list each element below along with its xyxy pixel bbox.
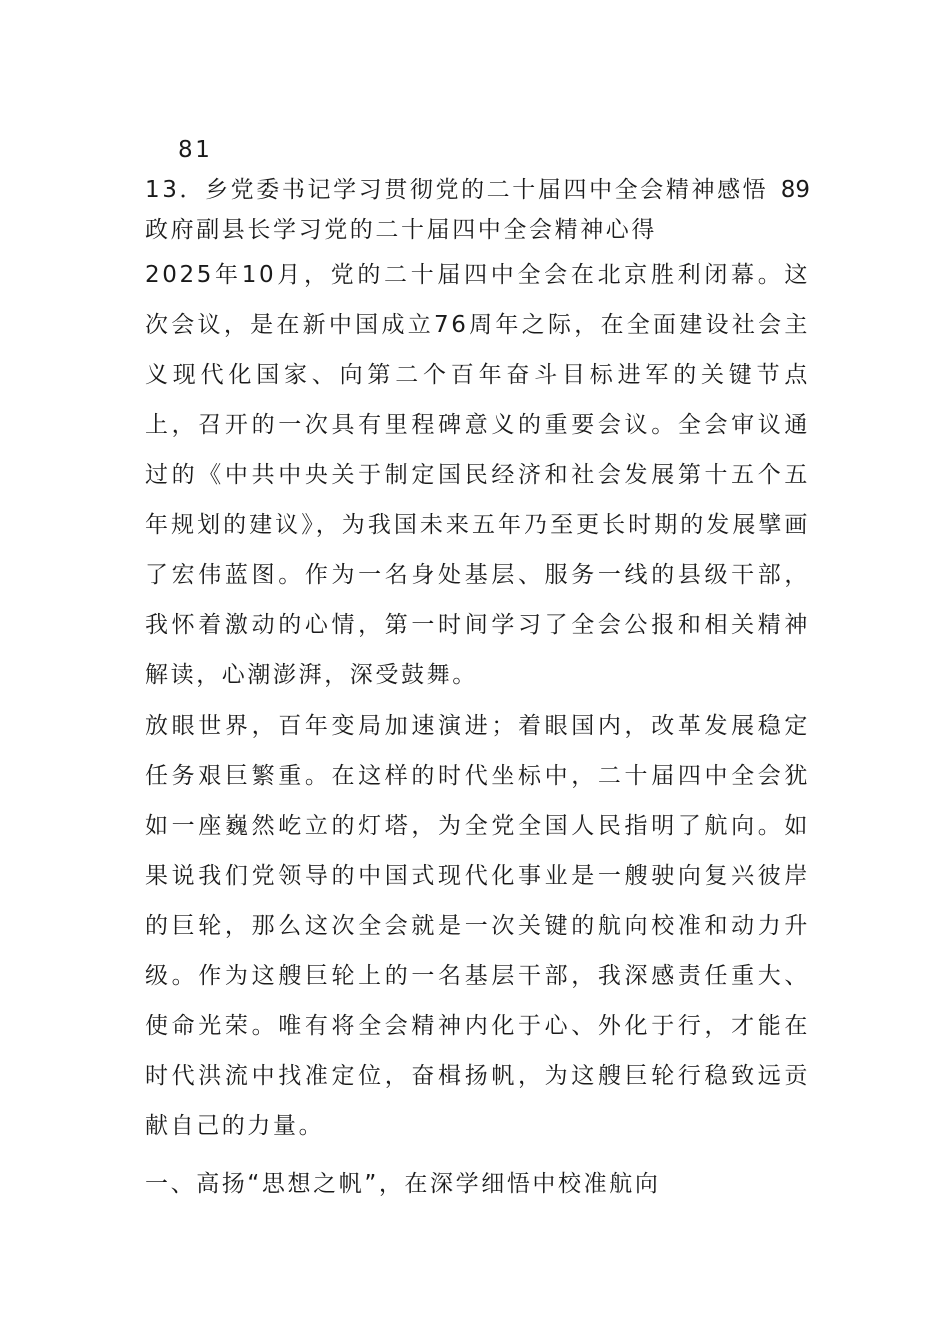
- section-heading: 一、高扬“思想之帆”，在深学细悟中校准航向: [145, 1171, 661, 1197]
- document-body: [145, 130, 810, 1209]
- toc-entry-text: 13．乡党委书记学习贯彻党的二十届四中全会精神感悟: [145, 177, 769, 203]
- page-number: 81: [178, 137, 213, 163]
- toc-entry: [145, 170, 810, 210]
- article-title: 政府副县长学习党的二十届四中全会精神心得: [145, 217, 657, 243]
- paragraph-1: 2025年10月，党的二十届四中全会在北京胜利闭幕。这次会议，是在新中国成立76周年之际，在全面建设社会主义现代化国家、向第二个百年奋斗目标进军的关键节点上，召开的一次具有里程碑意义的重要会议。全会审议通过的《中共中央关于制定国民经济和社会发展第十五个五年规划的建议》，为我国未来五年乃至更长时期的发展擘画了宏伟蓝图。作为一名身处基层、服务一线的县级干部，我怀着激动的心情，第一时间学习了全会公报和相关精神解读，心潮澎湃，深受鼓舞。: [145, 262, 810, 688]
- paragraph-2: 放眼世界，百年变局加速演进；着眼国内，改革发展稳定任务艰巨繁重。在这样的时代坐标中，二十届四中全会犹如一座巍然屹立的灯塔，为全党全国人民指明了航向。如果说我们党领导的中国式现代化事业是一艘驶向复兴彼岸的巨轮，那么这次全会就是一次关键的航向校准和动力升级。作为这艘巨轮上的一名基层干部，我深感责任重大、使命光荣。唯有将全会精神内化于心、外化于行，才能在时代洪流中找准定位，奋楫扬帆，为这艘巨轮行稳致远贡献自己的力量。: [145, 713, 810, 1139]
- toc-entry-page: 89: [780, 177, 810, 203]
